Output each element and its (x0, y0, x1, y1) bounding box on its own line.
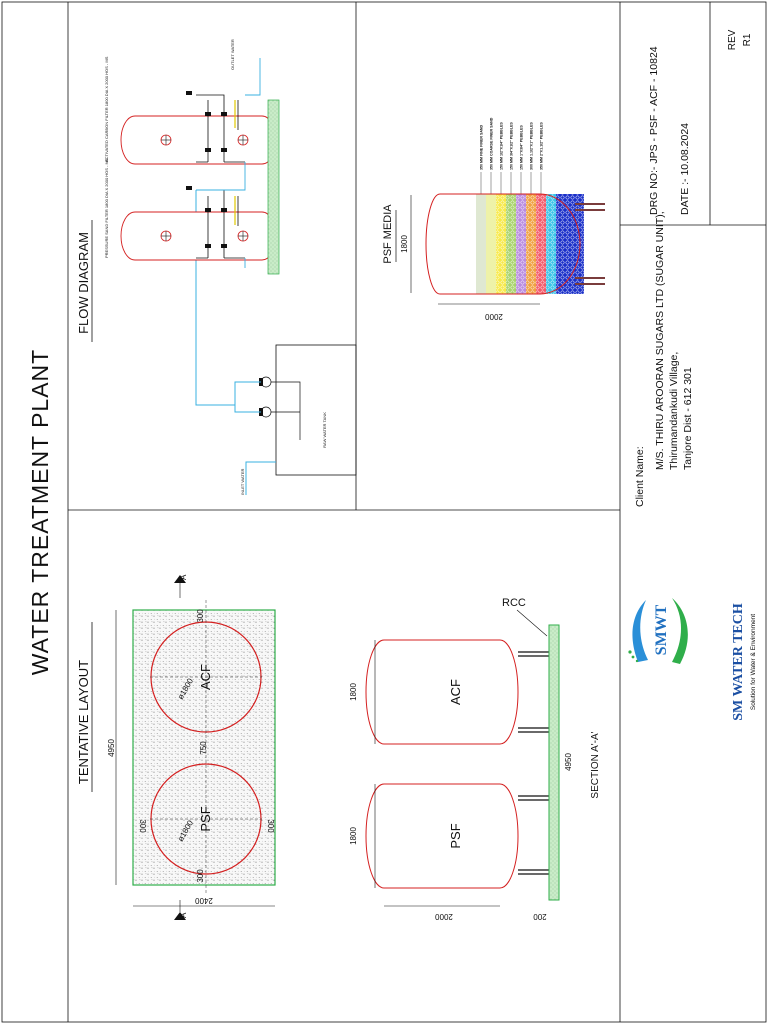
acf-section-label: ACF (448, 679, 463, 705)
section-label: SECTION A'-A' (590, 731, 601, 799)
plan-edge-right: 300 (266, 819, 275, 833)
layout-heading: TENTATIVE LAYOUT (76, 659, 91, 785)
psf-plan-label: PSF (198, 806, 213, 832)
logo-mark: SMWT (653, 604, 670, 656)
media-layer-label: 150 MM 1"X3/4" PEBBLES (519, 125, 524, 170)
media-layer-band (476, 194, 486, 294)
client-line-2: Thirumandankudi Village, (668, 351, 680, 470)
acf-plan-dia: ø1800 (175, 676, 196, 701)
media-layer-label: 150 MM 1/2"X1/4" PEBBLES (499, 122, 504, 170)
psf-media-heading: PSF MEDIA (382, 204, 394, 264)
tentative-layout (76, 574, 601, 921)
rev-value: R1 (742, 33, 753, 47)
media-layer-label: 300 MM 1.1/2"X1" PEBBLES (529, 122, 534, 170)
psf-plan-dia: ø1800 (175, 818, 196, 843)
acf-plan-label: ACF (198, 664, 213, 690)
psf-media-height-dim: 1800 (400, 235, 409, 253)
section-marker-bottom (174, 900, 188, 920)
psf-media-length-dim: 2000 (485, 312, 503, 321)
psf-section-label: PSF (448, 823, 463, 849)
acf-section-vessel (366, 640, 518, 744)
psf-media (382, 117, 605, 321)
flow-diagram-heading: FLOW DIAGRAM (76, 232, 91, 334)
flow-diagram (76, 39, 356, 495)
outlet-label: OUTLET WATER (230, 39, 235, 70)
rcc-label: RCC (502, 597, 526, 609)
media-layer-label: 350 MM COARSE FINER SAND (489, 117, 494, 170)
sheet-title: WATER TREATMENT PLANT (27, 348, 53, 676)
company-logo (628, 598, 757, 721)
drawing-number: DRG NO:- JPS - PSF - ACF - 10824 (648, 46, 660, 215)
inlet-pipe (246, 462, 276, 495)
rcc-section-slab (549, 625, 559, 900)
svg-text:A: A (179, 912, 188, 918)
media-layer-texture (516, 194, 526, 294)
raw-tank-label: RAW WATER TANK (322, 412, 327, 448)
psf-vessel-flow (121, 212, 276, 260)
svg-text:A: A (179, 574, 188, 580)
section-length-dim: 2000 (435, 912, 453, 921)
section-overall-dim: 4950 (564, 753, 573, 771)
plan-edge-bottom: 300 (196, 869, 205, 883)
media-layer-labels (480, 117, 544, 194)
drawing-date: DATE :- 10.08.2024 (679, 122, 691, 215)
acf-flow-label: ACTIVATED CARBON FILTER 1800 DIA X 2000 HOS - MS (104, 56, 109, 162)
media-layer-texture (526, 194, 536, 294)
section-base-dim: 200 (533, 912, 547, 921)
plan-gap-dim: 750 (199, 741, 208, 755)
rev-label: REV (727, 29, 738, 51)
media-layer-texture (506, 194, 516, 294)
plan-edge-left: 300 (138, 819, 147, 833)
media-layer-texture (546, 194, 556, 294)
media-layer-label: 350 MM 2"X1.1/2" PEBBLES (539, 122, 544, 170)
client-line-3: Tanjore Dist - 612 301 (682, 367, 694, 470)
section-legs (518, 652, 549, 874)
psf-section-vessel (366, 784, 518, 888)
inlet-label: INLET WATER (240, 468, 245, 495)
section-marker-top (174, 574, 188, 598)
media-layer-texture (536, 194, 546, 294)
raw-water-tank (276, 345, 356, 475)
client-line-1: M/S. THIRU AROORAN SUGARS LTD (SUGAR UNIT), (654, 211, 666, 470)
media-layer-label: 150 MM 3/4"X1/2" PEBBLES (509, 122, 514, 170)
acf-vessel-flow (121, 116, 276, 164)
pump-suction (271, 382, 300, 440)
media-layer-band (486, 194, 496, 294)
media-layer-texture (496, 194, 506, 294)
logo-tagline: Solution for Water & Environment (750, 613, 757, 711)
logo-company: SM WATER TECH (731, 603, 746, 721)
psf-section-height: 1800 (349, 827, 358, 845)
acf-section-height: 1800 (349, 683, 358, 701)
plan-width-dim: 2400 (195, 896, 213, 905)
media-layer-stack (476, 194, 584, 294)
psf-flow-label: PRESSURE SAND FILTER 1800 DIA X 2000 HOS - MS (104, 158, 109, 258)
media-layer-label: 350 MM FINE FINER SAND (479, 124, 484, 170)
plan-length-dim: 4950 (107, 739, 116, 757)
plan-edge-top: 300 (196, 609, 205, 623)
client-name-label: Client Name: (634, 446, 646, 507)
drain-channel (268, 100, 279, 274)
